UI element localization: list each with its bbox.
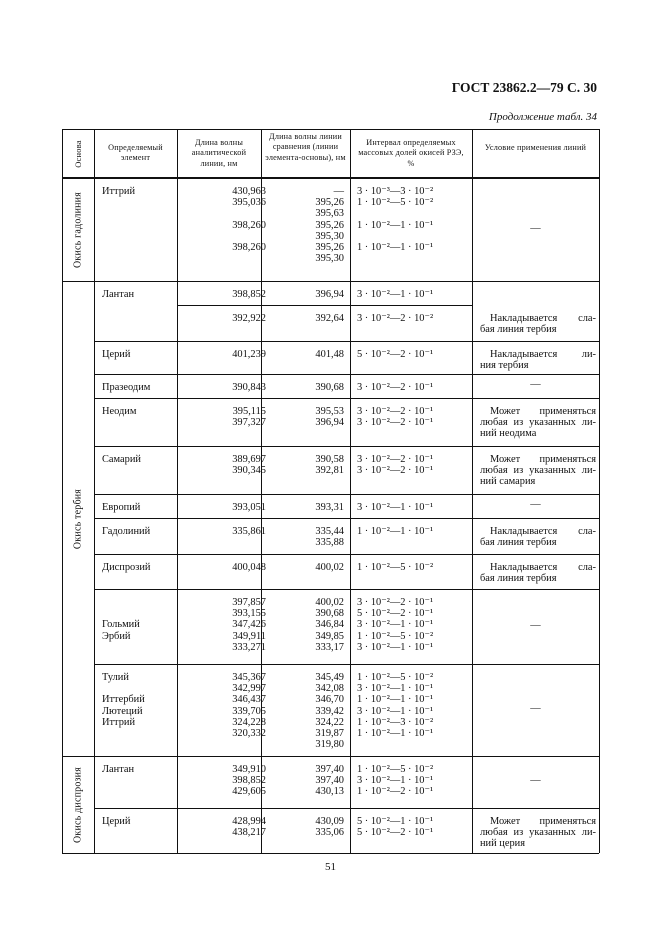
element-name: Тулий bbox=[102, 672, 129, 683]
condition-line: ний неодима bbox=[480, 428, 537, 440]
interval-range: 1 · 10⁻²—5 · 10⁻² bbox=[357, 672, 434, 683]
wavelength-analytic: 345,367 bbox=[232, 672, 266, 683]
basis-label: Окись тербия bbox=[72, 488, 84, 549]
wavelength-comparison: 395,30 bbox=[315, 253, 344, 265]
wavelength-comparison: 339,42 bbox=[315, 705, 344, 717]
wavelength-comparison: 324,22 bbox=[315, 716, 344, 728]
interval-range: 5 · 10⁻²—1 · 10⁻¹ bbox=[357, 816, 434, 827]
interval-range: 3 · 10⁻²—2 · 10⁻¹ bbox=[357, 382, 434, 393]
wavelength-analytic: 346,437 bbox=[232, 694, 266, 706]
element-name: Гадолиний bbox=[102, 526, 151, 537]
interval-range: 1 · 10⁻²—5 · 10⁻² bbox=[357, 630, 434, 642]
condition-dash: — bbox=[530, 619, 541, 631]
condition-line: ний самария bbox=[480, 476, 536, 488]
wavelength-analytic: 429,605 bbox=[232, 786, 266, 798]
element-name: Гольмий bbox=[102, 619, 140, 631]
wavelength-comparison: 400,02 bbox=[315, 562, 344, 573]
wavelength-analytic: 389,697 bbox=[232, 454, 266, 465]
wavelength-analytic: 339,705 bbox=[232, 705, 266, 717]
wavelength-analytic: 392,922 bbox=[232, 313, 266, 324]
wavelength-comparison: 390,68 bbox=[315, 608, 344, 620]
row-rule bbox=[94, 808, 599, 809]
interval-range: 3 · 10⁻²—1 · 10⁻¹ bbox=[357, 502, 434, 513]
interval-range: 1 · 10⁻²—1 · 10⁻¹ bbox=[357, 242, 434, 253]
interval-range: 3 · 10⁻²—1 · 10⁻¹ bbox=[357, 705, 434, 717]
header-wavelength-analytic: Длина волны аналитической линии, нм bbox=[191, 138, 247, 168]
condition-line: Может применяться bbox=[490, 406, 596, 417]
interval-range: 1 · 10⁻²—5 · 10⁻² bbox=[357, 562, 434, 573]
condition-dash: — bbox=[530, 703, 541, 714]
column-rule bbox=[62, 129, 63, 853]
column-rule bbox=[177, 129, 178, 853]
element-name: Церий bbox=[102, 816, 131, 827]
interval-range: 3 · 10⁻²—1 · 10⁻¹ bbox=[357, 289, 434, 300]
interval-range: 3 · 10⁻²—1 · 10⁻¹ bbox=[357, 775, 434, 787]
condition-dash: — bbox=[530, 222, 541, 234]
wavelength-analytic: 430,963 bbox=[232, 186, 266, 197]
condition-line: бая линия тербия bbox=[480, 324, 557, 336]
condition-dash: — bbox=[530, 499, 541, 510]
wavelength-comparison: 335,88 bbox=[315, 537, 344, 549]
condition-line: Накладывается ли- bbox=[490, 349, 596, 360]
interval-range: 1 · 10⁻²—1 · 10⁻¹ bbox=[357, 728, 434, 739]
element-name: Празеодим bbox=[102, 382, 151, 393]
wavelength-analytic: 342,997 bbox=[232, 683, 266, 695]
wavelength-comparison: 430,09 bbox=[315, 816, 344, 827]
group-rule bbox=[62, 756, 599, 757]
wavelength-comparison: 345,49 bbox=[315, 672, 344, 683]
wavelength-comparison: 395,53 bbox=[315, 406, 344, 417]
interval-range: 5 · 10⁻²—2 · 10⁻¹ bbox=[357, 827, 434, 839]
wavelength-comparison: 342,08 bbox=[315, 683, 344, 695]
table-bottom-rule bbox=[62, 853, 599, 854]
interval-range: 3 · 10⁻²—1 · 10⁻¹ bbox=[357, 619, 434, 631]
wavelength-comparison: 397,40 bbox=[315, 775, 344, 787]
interval-range: 1 · 10⁻²—1 · 10⁻¹ bbox=[357, 694, 434, 706]
condition-text bbox=[480, 313, 596, 335]
row-rule bbox=[94, 589, 599, 590]
basis-label: Окись диспрозия bbox=[72, 766, 84, 843]
column-rule bbox=[599, 129, 600, 853]
wavelength-comparison: 390,68 bbox=[315, 382, 344, 393]
interval-range: 1 · 10⁻²—1 · 10⁻¹ bbox=[357, 526, 434, 537]
wavelength-analytic: 400,048 bbox=[232, 562, 266, 573]
wavelength-analytic: 428,994 bbox=[232, 816, 266, 827]
wavelength-comparison: 395,30 bbox=[315, 230, 344, 242]
wavelength-comparison: 395,26 bbox=[315, 197, 344, 209]
page-number: 51 bbox=[325, 861, 336, 873]
condition-dash: — bbox=[530, 775, 541, 786]
element-name: Лантан bbox=[102, 764, 135, 775]
wavelength-comparison: 395,26 bbox=[315, 242, 344, 253]
element-name: Самарий bbox=[102, 454, 141, 465]
wavelength-comparison: 393,31 bbox=[315, 502, 344, 513]
wavelength-analytic: 349,910 bbox=[232, 764, 266, 775]
element-name: Иттрий bbox=[102, 186, 136, 197]
interval-range: 3 · 10⁻²—2 · 10⁻¹ bbox=[357, 454, 434, 465]
interval-range: 3 · 10⁻²—1 · 10⁻¹ bbox=[357, 683, 434, 695]
row-rule bbox=[94, 398, 599, 399]
condition-line: Может применяться bbox=[490, 454, 596, 465]
wavelength-analytic: 333,271 bbox=[232, 641, 266, 653]
wavelength-comparison: 335,06 bbox=[315, 827, 344, 839]
wavelength-comparison: 349,85 bbox=[315, 630, 344, 642]
wavelength-analytic: 335,861 bbox=[232, 526, 266, 537]
basis-label: Окись гадолиния bbox=[72, 191, 84, 268]
row-rule bbox=[94, 341, 599, 342]
wavelength-comparison: 319,87 bbox=[315, 728, 344, 739]
condition-line: любая из указанных ли- bbox=[480, 827, 596, 839]
header-basis: Основа bbox=[73, 139, 83, 168]
wavelength-comparison: 333,17 bbox=[315, 641, 344, 653]
wavelength-analytic: 393,051 bbox=[232, 502, 266, 513]
interval-range: 1 · 10⁻²—3 · 10⁻² bbox=[357, 716, 434, 728]
interval-range: 3 · 10⁻²—2 · 10⁻² bbox=[357, 313, 434, 324]
wavelength-comparison: 335,44 bbox=[315, 526, 344, 537]
interval-range: 3 · 10⁻²—2 · 10⁻¹ bbox=[357, 465, 434, 477]
wavelength-comparison: 346,70 bbox=[315, 694, 344, 706]
wavelength-analytic: 398,852 bbox=[232, 775, 266, 787]
row-rule bbox=[94, 554, 599, 555]
wavelength-analytic: 395,115 bbox=[232, 406, 266, 417]
condition-line: Накладывается сла- bbox=[490, 313, 596, 324]
wavelength-analytic: 397,327 bbox=[232, 417, 266, 429]
row-rule bbox=[94, 518, 599, 519]
wavelength-comparison: 397,40 bbox=[315, 764, 344, 775]
wavelength-analytic: 349,911 bbox=[232, 630, 266, 642]
wavelength-comparison: 396,94 bbox=[315, 289, 344, 300]
condition-line: бая линия тербия bbox=[480, 573, 557, 585]
interval-range: 1 · 10⁻²—1 · 10⁻¹ bbox=[357, 219, 434, 231]
wavelength-analytic: 347,426 bbox=[232, 619, 266, 631]
row-rule bbox=[94, 494, 599, 495]
column-rule bbox=[94, 129, 95, 853]
element-name: Лютеций bbox=[102, 705, 143, 717]
condition-text bbox=[480, 526, 596, 548]
wavelength-comparison: 400,02 bbox=[315, 597, 344, 608]
interval-range: 1 · 10⁻²—5 · 10⁻² bbox=[357, 197, 434, 209]
condition-text bbox=[480, 349, 596, 371]
wavelength-analytic: 398,260 bbox=[232, 219, 266, 231]
wavelength-analytic: 397,857 bbox=[232, 597, 266, 608]
row-rule bbox=[94, 374, 599, 375]
condition-line: любая из указанных ли- bbox=[480, 417, 596, 429]
wavelength-comparison: 430,13 bbox=[315, 786, 344, 798]
wavelength-comparison: 395,63 bbox=[315, 208, 344, 220]
wavelength-comparison: 392,64 bbox=[315, 313, 344, 324]
header-bottom-rule bbox=[62, 177, 599, 179]
group-rule bbox=[62, 281, 599, 282]
wavelength-analytic: 393,155 bbox=[232, 608, 266, 620]
condition-line: ния тербия bbox=[480, 360, 529, 372]
header-wavelength-comparison: Длина волны линии сравнения (линии элемента-основы), нм bbox=[265, 132, 346, 162]
element-name: Эрбий bbox=[102, 630, 131, 642]
interval-range: 3 · 10⁻²—2 · 10⁻¹ bbox=[357, 597, 434, 608]
condition-line: Накладывается сла- bbox=[490, 562, 596, 573]
element-name: Диспрозий bbox=[102, 562, 151, 573]
interval-range: 3 · 10⁻²—1 · 10⁻¹ bbox=[357, 641, 434, 653]
header-element: Определяемый элемент bbox=[108, 143, 163, 163]
element-name: Лантан bbox=[102, 289, 135, 300]
row-rule bbox=[94, 446, 599, 447]
interval-range: 5 · 10⁻²—2 · 10⁻¹ bbox=[357, 349, 434, 360]
table-top-rule bbox=[62, 129, 599, 130]
condition-text bbox=[480, 406, 596, 440]
condition-text bbox=[480, 454, 596, 488]
wavelength-comparison: 392,81 bbox=[315, 465, 344, 477]
interval-range: 3 · 10⁻³—3 · 10⁻² bbox=[357, 186, 434, 197]
header-condition: Условие применения линий bbox=[484, 143, 587, 152]
condition-text bbox=[480, 562, 596, 584]
element-name: Иттрий bbox=[102, 716, 136, 728]
interval-range: 1 · 10⁻²—5 · 10⁻² bbox=[357, 764, 434, 775]
wavelength-analytic: 320,332 bbox=[232, 728, 266, 739]
wavelength-analytic: 398,852 bbox=[232, 289, 266, 300]
interval-range: 1 · 10⁻²—2 · 10⁻¹ bbox=[357, 786, 434, 798]
row-rule bbox=[177, 305, 472, 306]
document-header: ГОСТ 23862.2—79 С. 30 bbox=[451, 80, 597, 95]
wavelength-analytic: 390,345 bbox=[232, 465, 266, 477]
condition-line: Накладывается сла- bbox=[490, 526, 596, 537]
column-rule bbox=[350, 129, 351, 853]
wavelength-analytic: 401,239 bbox=[232, 349, 266, 360]
wavelength-comparison: 395,26 bbox=[315, 219, 344, 231]
wavelength-analytic: 438,217 bbox=[232, 827, 266, 839]
element-name: Европий bbox=[102, 502, 141, 513]
wavelength-analytic: 398,260 bbox=[232, 242, 266, 253]
header-interval: Интервал определяемых массовых долей окисей РЗЭ, % bbox=[358, 138, 464, 168]
condition-text bbox=[480, 816, 596, 850]
condition-line: Может применяться bbox=[490, 816, 596, 827]
row-rule bbox=[94, 664, 599, 665]
wavelength-analytic: 395,036 bbox=[232, 197, 266, 209]
wavelength-comparison: 390,58 bbox=[315, 454, 344, 465]
wavelength-comparison: 346,84 bbox=[315, 619, 344, 631]
interval-range: 3 · 10⁻²—2 · 10⁻¹ bbox=[357, 417, 434, 429]
wavelength-comparison: 396,94 bbox=[315, 417, 344, 429]
interval-range: 5 · 10⁻²—2 · 10⁻¹ bbox=[357, 608, 434, 620]
condition-dash: — bbox=[530, 379, 541, 390]
element-name: Церий bbox=[102, 349, 131, 360]
element-name: Иттербий bbox=[102, 694, 145, 706]
wavelength-comparison: 319,80 bbox=[315, 739, 344, 751]
table-continuation-label: Продолжение табл. 34 bbox=[488, 111, 597, 123]
wavelength-analytic: 390,843 bbox=[232, 382, 266, 393]
condition-line: бая линия тербия bbox=[480, 537, 557, 549]
condition-line: ний церия bbox=[480, 838, 525, 850]
wavelength-comparison: 401,48 bbox=[315, 349, 344, 360]
interval-range: 3 · 10⁻²—2 · 10⁻¹ bbox=[357, 406, 434, 417]
column-rule bbox=[472, 129, 473, 853]
wavelength-analytic: 324,228 bbox=[232, 716, 266, 728]
condition-line: любая из указанных ли- bbox=[480, 465, 596, 477]
wavelength-comparison: — bbox=[333, 186, 344, 197]
element-name: Неодим bbox=[102, 406, 137, 417]
